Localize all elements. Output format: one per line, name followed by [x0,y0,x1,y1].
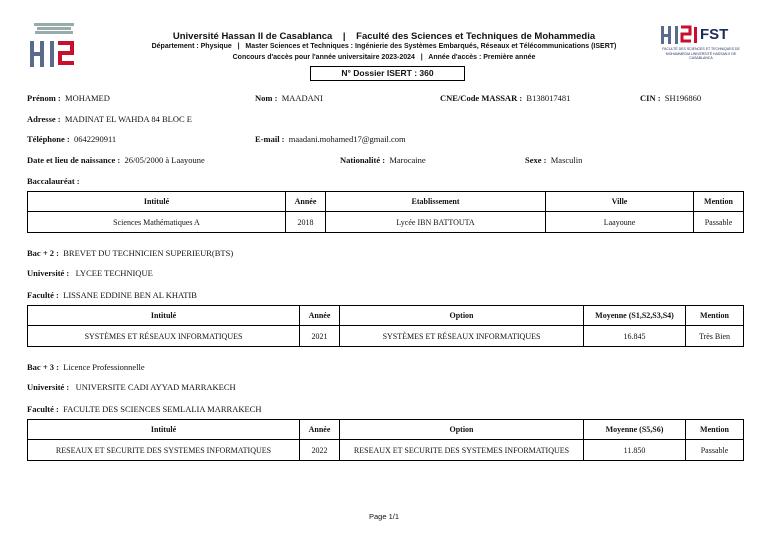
sexe-field: Sexe : Masculin [525,155,583,165]
bac3-faculte: Faculté : FACULTE DES SCIENCES SEMLALIA MARRAKECH [27,404,262,414]
column-header: Intitulé [28,420,300,440]
column-header: Ville [546,192,694,212]
column-header: Intitulé [28,192,286,212]
bac2-faculte: Faculté : LISSANE EDDINE BEN AL KHATIB [27,290,197,300]
telephone-field: Téléphone : 0642290911 [27,134,117,144]
page-number: Page 1/1 [368,512,400,521]
column-header: Année [300,306,340,326]
table-cell: Passable [694,212,744,233]
table-cell: Passable [686,440,744,461]
table-header-row [28,306,744,326]
fst-logo-text: FST [700,26,729,43]
university-logo [26,22,80,68]
column-header: Intitulé [28,306,300,326]
email-field: E-mail : maadani.mohamed17@gmail.com [255,134,406,144]
cin-field: CIN : SH196860 [640,93,702,103]
column-header: Année [286,192,326,212]
dossier-number: N° Dossier ISERT : 360 [310,66,465,81]
column-header: Mention [686,306,744,326]
column-header: Option [340,306,584,326]
table-cell: SYSTÈMES ET RÉSEAUX INFORMATIQUES [340,326,584,347]
table-cell: Laayoune [546,212,694,233]
table-header-row [28,192,744,212]
prenom-field: Prénom : MOHAMED [27,93,110,103]
university-name: Université Hassan II de Casablanca [172,31,333,42]
table-row [28,326,744,347]
column-header: Mention [686,420,744,440]
bac3-universite: Université : UNIVERSITE CADI AYYAD MARRAKECH [27,382,236,392]
bac3-diplome: Bac + 3 : Licence Professionnelle [27,362,145,372]
bac-table [27,191,744,233]
table-cell: SYSTÈMES ET RÉSEAUX INFORMATIQUES [28,326,300,347]
table-row [28,212,744,233]
bac-label: Baccalauréat : [27,176,80,186]
table-cell: 2018 [286,212,326,233]
adresse-field: Adresse : MADINAT EL WAHDA 84 BLOC E [27,114,192,124]
bac2-table [27,305,744,347]
table-header-row [28,420,744,440]
table-cell: 2021 [300,326,340,347]
column-header: Moyenne (S5,S6) [584,420,686,440]
table-cell: 16.845 [584,326,686,347]
table-cell: Très Bien [686,326,744,347]
nom-field: Nom : MAADANI [255,93,323,103]
table-cell: Lycée IBN BATTOUTA [326,212,546,233]
table-cell: RESEAUX ET SECURITE DES SYSTEMES INFORMATIQUES [340,440,584,461]
table-row [28,440,744,461]
table-cell: 2022 [300,440,340,461]
bac2-diplome: Bac + 2 : BREVET DU TECHNICIEN SUPERIEUR(BTS) [27,248,234,258]
table-cell: Sciences Mathématiques A [28,212,286,233]
table-cell: RESEAUX ET SECURITE DES SYSTEMES INFORMATIQUES [28,440,300,461]
naissance-field: Date et lieu de naissance : 26/05/2000 à Laayoune [27,155,205,165]
faculty-name: Faculté des Sciences et Techniques de Mohammedia [356,31,596,42]
bac2-universite: Université : LYCEE TECHNIQUE [27,268,153,278]
header-concours: Concours d'accès pour l'année universitaire 2023-2024 | Année d'accès : Première année [232,54,536,61]
column-header: Moyenne (S1,S2,S3,S4) [584,306,686,326]
header-separator: | [342,31,346,42]
fst-logo [660,24,742,70]
header-department: Département : Physique | Master Sciences et Techniques : Ingénierie des Systèmes Embarqués, Réseaux et Télécommunications (ISERT) [151,43,617,50]
fst-logo-subtitle: FACULTÉ DES SCIENCES ET TECHNIQUES DE MOHAMMEDIA UNIVERSITÉ HASSAN II DE CASABLANCA [662,47,740,60]
table-cell: 11.850 [584,440,686,461]
column-header: Etablissement [326,192,546,212]
column-header: Mention [694,192,744,212]
cne-field: CNE/Code MASSAR : B138017481 [440,93,571,103]
column-header: Année [300,420,340,440]
header-title [100,31,668,42]
bac3-table [27,419,744,461]
nationalite-field: Nationalité : Marocaine [340,155,426,165]
column-header: Option [340,420,584,440]
